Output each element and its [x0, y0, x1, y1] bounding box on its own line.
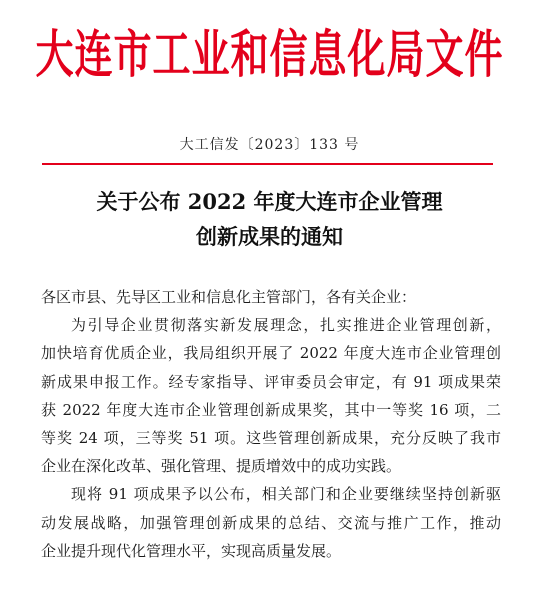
document-number: 大工信发〔2023〕133 号: [179, 137, 360, 153]
paragraph-1-line-4: 获 2022 年度大连市企业管理创新成果奖，其中一等奖 16 项，二: [41, 400, 501, 419]
paragraph-1-line-3: 新成果申报工作。经专家指导、评审委员会审定，有 91 项成果荣: [41, 372, 501, 391]
salutation: 各区市县、先导区工业和信息化主管部门，各有关企业：: [41, 288, 417, 306]
paragraph-1-line-5: 等奖 24 项，三等奖 51 项。这些管理创新成果，充分反映了我市: [41, 429, 501, 448]
notice-title-line-2: 创新成果的通知: [196, 224, 343, 249]
paragraph-2-line-1: 现将 91 项成果予以公布，相关部门和企业要继续坚持创新驱: [71, 485, 501, 504]
red-separator-line: [42, 163, 493, 165]
notice-title-line-1: 关于公布 2022 年度大连市企业管理: [96, 189, 443, 214]
paragraph-2-line-2: 动发展战略，加强管理创新成果的总结、交流与推广工作，推动: [41, 513, 501, 532]
masthead-title: 大连市工业和信息化局文件: [35, 24, 504, 85]
notice-title: [0, 184, 539, 254]
notice-body: [41, 283, 501, 565]
paragraph-1-line-6: 企业在深化改革、强化管理、提质增效中的成功实践。: [41, 457, 402, 476]
paragraph-1-line-1: 为引导企业贯彻落实新发展理念，扎实推进企业管理创新，: [71, 316, 501, 335]
paragraph-2-line-3: 企业提升现代化管理水平，实现高质量发展。: [41, 541, 342, 560]
paragraph-1-line-2: 加快培育优质企业，我局组织开展了 2022 年度大连市企业管理创: [41, 344, 501, 363]
